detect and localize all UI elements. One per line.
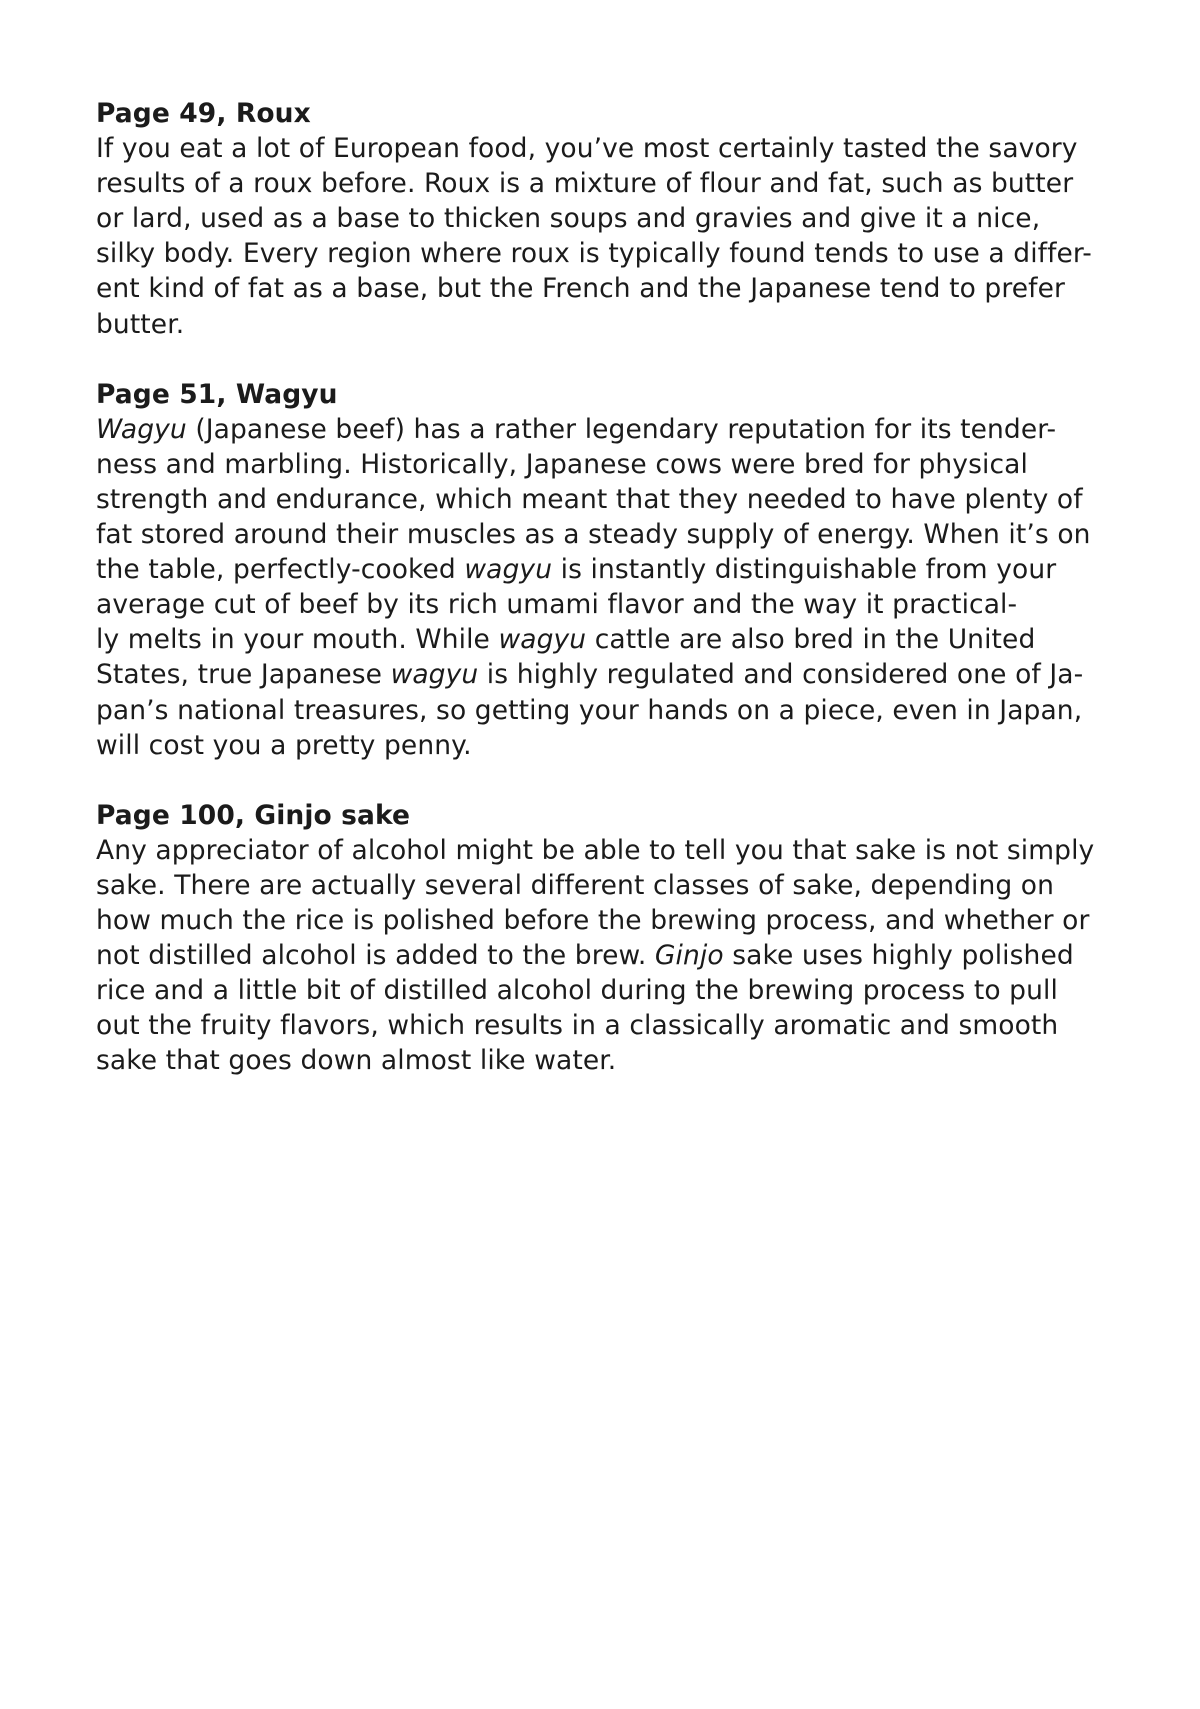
text-run: States, true Japanese [96, 659, 391, 691]
paragraph-line [96, 587, 1116, 622]
text-run: silky body. Every region where roux is typically found tends to use a differ- [96, 238, 1092, 270]
paragraph-line [96, 307, 1116, 342]
glossary-section [96, 377, 1116, 763]
text-run: butter. [96, 308, 185, 340]
italic-term: wagyu [498, 624, 587, 656]
paragraph-line [96, 1043, 1116, 1078]
paragraph-line [96, 131, 1116, 166]
text-run: cattle are also bred in the United [586, 624, 1036, 656]
paragraph-line [96, 236, 1116, 271]
text-run: sake uses highly polished [723, 940, 1074, 972]
text-run: If you eat a lot of European food, you’ve most certainly tasted the savory [96, 133, 1078, 165]
paragraph-line [96, 482, 1116, 517]
text-run: not distilled alcohol is added to the brew. [96, 940, 655, 972]
paragraph-line [96, 166, 1116, 201]
glossary-section [96, 798, 1116, 1079]
paragraph-line [96, 517, 1116, 552]
text-run: strength and endurance, which meant that they needed to have plenty of [96, 483, 1083, 515]
section-heading: Page 49, Roux [96, 98, 311, 129]
paragraph-line [96, 938, 1116, 973]
paragraph-line [96, 693, 1116, 728]
text-run: sake. There are actually several different classes of sake, depending on [96, 869, 1055, 901]
text-run: fat stored around their muscles as a steady supply of energy. When it’s on [96, 519, 1091, 551]
text-run: ness and marbling. Historically, Japanese cows were bred for physical [96, 448, 1028, 480]
text-run: is instantly distinguishable from your [552, 554, 1057, 586]
section-heading: Page 100, Ginjo sake [96, 799, 411, 831]
document-page [96, 96, 1116, 1113]
text-run: (Japanese beef) has a rather legendary reputation for its tender- [186, 413, 1057, 445]
text-run: ent kind of fat as a base, but the French and the Japanese tend to prefer [96, 273, 1065, 305]
text-run: the table, perfectly-cooked [96, 554, 465, 586]
paragraph-line [96, 657, 1116, 692]
paragraph-line [96, 833, 1116, 868]
text-run: pan’s national treasures, so getting your hands on a piece, even in Japan, [96, 694, 1083, 726]
text-run: is highly regulated and considered one of Ja- [478, 659, 1084, 691]
paragraph-line [96, 552, 1116, 587]
paragraph-line [96, 412, 1116, 447]
italic-term: wagyu [390, 659, 479, 691]
paragraph-line [96, 973, 1116, 1008]
text-run: how much the rice is polished before the brewing process, and whether or [96, 904, 1090, 936]
italic-term: wagyu [464, 554, 553, 586]
text-run: sake that goes down almost like water. [96, 1045, 617, 1077]
paragraph-line [96, 271, 1116, 306]
text-run: will cost you a pretty penny. [96, 729, 472, 761]
paragraph-line [96, 1008, 1116, 1043]
paragraph-line [96, 868, 1116, 903]
text-run: Any appreciator of alcohol might be able to tell you that sake is not simply [96, 834, 1095, 866]
paragraph-line [96, 903, 1116, 938]
text-run: out the fruity flavors, which results in a classically aromatic and smooth [96, 1010, 1059, 1042]
paragraph-line [96, 622, 1116, 657]
text-run: rice and a little bit of distilled alcohol during the brewing process to pull [96, 975, 1058, 1007]
paragraph-line [96, 447, 1116, 482]
text-run: results of a roux before. Roux is a mixture of flour and fat, such as butter [96, 168, 1074, 200]
paragraph-line [96, 201, 1116, 236]
text-run: average cut of beef by its rich umami flavor and the way it practical- [96, 589, 1018, 621]
text-run: or lard, used as a base to thicken soups and gravies and give it a nice, [96, 203, 1041, 235]
italic-term: Wagyu [96, 413, 187, 445]
glossary-section [96, 96, 1116, 342]
italic-term: Ginjo [654, 940, 724, 972]
section-heading: Page 51, Wagyu [96, 378, 338, 410]
paragraph-line [96, 728, 1116, 763]
text-run: ly melts in your mouth. While [96, 624, 499, 656]
